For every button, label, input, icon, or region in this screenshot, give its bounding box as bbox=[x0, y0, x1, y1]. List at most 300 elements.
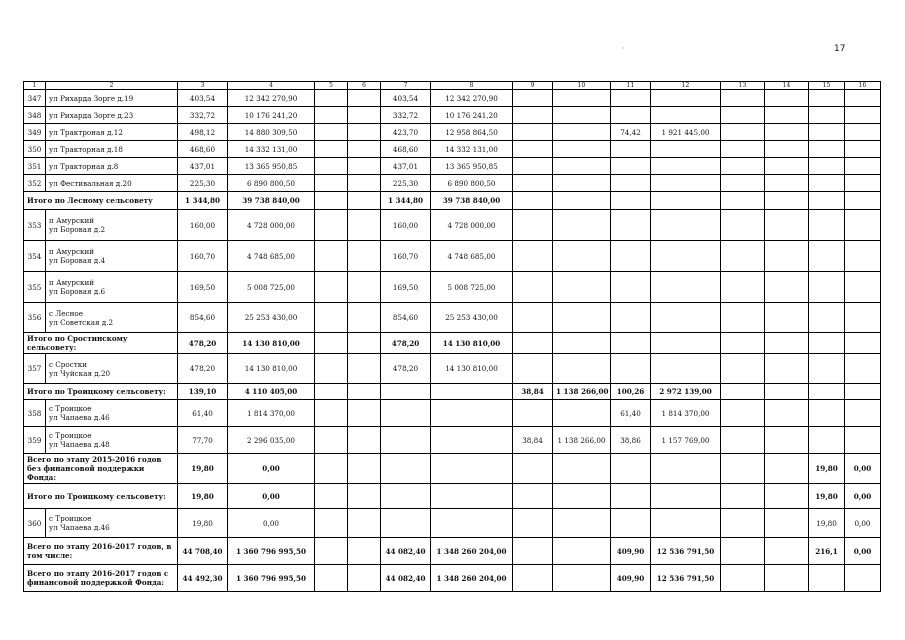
cell-col-4: 2 296 035,00 bbox=[228, 427, 315, 454]
cell-col-9 bbox=[513, 565, 553, 592]
cell-col-8: 25 253 430,00 bbox=[431, 303, 513, 333]
cell-col-8 bbox=[431, 427, 513, 454]
cell-col-6 bbox=[348, 210, 381, 241]
address-cell: п Амурский ул Боровая д.4 bbox=[46, 241, 178, 272]
row-number: 352 bbox=[24, 175, 46, 192]
cell-col-9 bbox=[513, 538, 553, 565]
cell-col-13 bbox=[721, 141, 765, 158]
cell-col-6 bbox=[348, 107, 381, 124]
cell-col-5 bbox=[315, 272, 348, 303]
cell-col-16 bbox=[845, 175, 881, 192]
column-number-9: 9 bbox=[513, 82, 553, 90]
cell-col-14 bbox=[765, 303, 809, 333]
cell-col-8: 5 008 725,00 bbox=[431, 272, 513, 303]
cell-col-6 bbox=[348, 384, 381, 400]
row-number: 358 bbox=[24, 400, 46, 427]
cell-col-10 bbox=[553, 192, 611, 210]
total-label: Всего по этапу 2016-2017 годов с финансовой поддержкой Фонда: bbox=[24, 565, 178, 592]
cell-col-6 bbox=[348, 303, 381, 333]
table-row bbox=[24, 175, 881, 192]
table-row bbox=[24, 427, 881, 454]
cell-col-3: 437,01 bbox=[178, 158, 228, 175]
cell-col-13 bbox=[721, 158, 765, 175]
cell-col-7: 160,00 bbox=[381, 210, 431, 241]
cell-col-10 bbox=[553, 354, 611, 384]
cell-col-13 bbox=[721, 107, 765, 124]
cell-col-9: 38,84 bbox=[513, 427, 553, 454]
cell-col-5 bbox=[315, 107, 348, 124]
cell-col-10 bbox=[553, 241, 611, 272]
cell-col-15 bbox=[809, 354, 845, 384]
cell-col-9 bbox=[513, 454, 553, 484]
cell-col-10 bbox=[553, 565, 611, 592]
table-row bbox=[24, 509, 881, 538]
cell-col-10 bbox=[553, 107, 611, 124]
table-row bbox=[24, 90, 881, 107]
table-row bbox=[24, 272, 881, 303]
address-cell: с Троицкое ул Чапаева д.46 bbox=[46, 509, 178, 538]
cell-col-16 bbox=[845, 272, 881, 303]
cell-col-12: 1 814 370,00 bbox=[651, 400, 721, 427]
cell-col-3: 478,20 bbox=[178, 354, 228, 384]
cell-col-10 bbox=[553, 175, 611, 192]
cell-col-8: 14 130 810,00 bbox=[431, 354, 513, 384]
column-number-14: 14 bbox=[765, 82, 809, 90]
cell-col-9 bbox=[513, 210, 553, 241]
cell-col-14 bbox=[765, 272, 809, 303]
cell-col-3: 160,00 bbox=[178, 210, 228, 241]
column-number-8: 8 bbox=[431, 82, 513, 90]
cell-col-15 bbox=[809, 427, 845, 454]
total-row bbox=[24, 484, 881, 509]
cell-col-5 bbox=[315, 354, 348, 384]
cell-col-4: 0,00 bbox=[228, 509, 315, 538]
column-number-16: 16 bbox=[845, 82, 881, 90]
cell-col-12: 2 972 139,00 bbox=[651, 384, 721, 400]
cell-col-3: 19,80 bbox=[178, 484, 228, 509]
cell-col-8: 12 342 270,90 bbox=[431, 90, 513, 107]
cell-col-15 bbox=[809, 192, 845, 210]
cell-col-5 bbox=[315, 124, 348, 141]
cell-col-11: 38,86 bbox=[611, 427, 651, 454]
cell-col-3: 854,60 bbox=[178, 303, 228, 333]
column-number-7: 7 bbox=[381, 82, 431, 90]
cell-col-9 bbox=[513, 107, 553, 124]
cell-col-15 bbox=[809, 241, 845, 272]
cell-col-11: 100,26 bbox=[611, 384, 651, 400]
address-cell: ул Трактроная д.12 bbox=[46, 124, 178, 141]
cell-col-9 bbox=[513, 272, 553, 303]
cell-col-12 bbox=[651, 354, 721, 384]
cell-col-6 bbox=[348, 333, 381, 354]
scan-speck: · bbox=[622, 44, 625, 53]
cell-col-8 bbox=[431, 400, 513, 427]
cell-col-9 bbox=[513, 158, 553, 175]
cell-col-7: 1 344,80 bbox=[381, 192, 431, 210]
cell-col-10 bbox=[553, 484, 611, 509]
cell-col-3: 478,20 bbox=[178, 333, 228, 354]
cell-col-16 bbox=[845, 400, 881, 427]
cell-col-10: 1 138 266,00 bbox=[553, 384, 611, 400]
cell-col-7 bbox=[381, 384, 431, 400]
column-number-10: 10 bbox=[553, 82, 611, 90]
cell-col-16 bbox=[845, 565, 881, 592]
cell-col-16 bbox=[845, 192, 881, 210]
cell-col-3: 139,10 bbox=[178, 384, 228, 400]
cell-col-14 bbox=[765, 241, 809, 272]
cell-col-7: 169,50 bbox=[381, 272, 431, 303]
cell-col-9 bbox=[513, 400, 553, 427]
cell-col-8: 10 176 241,20 bbox=[431, 107, 513, 124]
cell-col-5 bbox=[315, 141, 348, 158]
cell-col-5 bbox=[315, 175, 348, 192]
cell-col-14 bbox=[765, 384, 809, 400]
cell-col-9 bbox=[513, 333, 553, 354]
cell-col-13 bbox=[721, 354, 765, 384]
cell-col-11 bbox=[611, 272, 651, 303]
cell-col-11 bbox=[611, 210, 651, 241]
cell-col-4: 14 332 131,00 bbox=[228, 141, 315, 158]
row-number: 349 bbox=[24, 124, 46, 141]
cell-col-8 bbox=[431, 454, 513, 484]
cell-col-11 bbox=[611, 107, 651, 124]
address-cell: п Амурский ул Боровая д.2 bbox=[46, 210, 178, 241]
cell-col-8: 13 365 950,85 bbox=[431, 158, 513, 175]
cell-col-4: 4 728 000,00 bbox=[228, 210, 315, 241]
column-number-2: 2 bbox=[46, 82, 178, 90]
address-cell: с Троицкое ул Чапаева д.48 bbox=[46, 427, 178, 454]
cell-col-12 bbox=[651, 158, 721, 175]
cell-col-15 bbox=[809, 333, 845, 354]
cell-col-3: 468,60 bbox=[178, 141, 228, 158]
cell-col-11: 61,40 bbox=[611, 400, 651, 427]
cell-col-5 bbox=[315, 538, 348, 565]
address-cell: с Лесное ул Советская д.2 bbox=[46, 303, 178, 333]
cell-col-10: 1 138 266,00 bbox=[553, 427, 611, 454]
cell-col-6 bbox=[348, 538, 381, 565]
cell-col-15: 19,80 bbox=[809, 509, 845, 538]
cell-col-5 bbox=[315, 158, 348, 175]
cell-col-4: 14 130 810,00 bbox=[228, 354, 315, 384]
cell-col-7: 332,72 bbox=[381, 107, 431, 124]
page-number: 17 bbox=[834, 44, 846, 54]
cell-col-10 bbox=[553, 124, 611, 141]
cell-col-6 bbox=[348, 454, 381, 484]
cell-col-7: 160,70 bbox=[381, 241, 431, 272]
cell-col-15: 216,1 bbox=[809, 538, 845, 565]
table-row bbox=[24, 303, 881, 333]
cell-col-14 bbox=[765, 454, 809, 484]
cell-col-10 bbox=[553, 333, 611, 354]
table-row bbox=[24, 241, 881, 272]
table-body bbox=[24, 82, 881, 592]
cell-col-8 bbox=[431, 509, 513, 538]
cell-col-15: 19,80 bbox=[809, 484, 845, 509]
cell-col-3: 1 344,80 bbox=[178, 192, 228, 210]
total-row bbox=[24, 565, 881, 592]
cell-col-12 bbox=[651, 484, 721, 509]
cell-col-16 bbox=[845, 141, 881, 158]
cell-col-7 bbox=[381, 454, 431, 484]
cell-col-13 bbox=[721, 484, 765, 509]
table-row bbox=[24, 107, 881, 124]
cell-col-8: 39 738 840,00 bbox=[431, 192, 513, 210]
cell-col-12 bbox=[651, 192, 721, 210]
total-label: Итого по Сростинскому сельсовету: bbox=[24, 333, 178, 354]
table-row bbox=[24, 400, 881, 427]
cell-col-12 bbox=[651, 141, 721, 158]
cell-col-14 bbox=[765, 210, 809, 241]
cell-col-16 bbox=[845, 303, 881, 333]
total-label: Итого по Троицкому сельсовету: bbox=[24, 484, 178, 509]
address-cell: ул Фестивальная д.20 bbox=[46, 175, 178, 192]
cell-col-3: 44 492,30 bbox=[178, 565, 228, 592]
cell-col-9: 38,84 bbox=[513, 384, 553, 400]
cell-col-13 bbox=[721, 565, 765, 592]
cell-col-5 bbox=[315, 509, 348, 538]
cell-col-14 bbox=[765, 427, 809, 454]
cell-col-9 bbox=[513, 241, 553, 272]
cell-col-12 bbox=[651, 333, 721, 354]
cell-col-15 bbox=[809, 400, 845, 427]
cell-col-13 bbox=[721, 241, 765, 272]
cell-col-9 bbox=[513, 124, 553, 141]
cell-col-15 bbox=[809, 175, 845, 192]
cell-col-10 bbox=[553, 210, 611, 241]
cell-col-5 bbox=[315, 565, 348, 592]
cell-col-13 bbox=[721, 538, 765, 565]
cell-col-3: 19,80 bbox=[178, 509, 228, 538]
total-row bbox=[24, 333, 881, 354]
cell-col-16 bbox=[845, 384, 881, 400]
cell-col-11 bbox=[611, 141, 651, 158]
cell-col-16 bbox=[845, 107, 881, 124]
cell-col-11 bbox=[611, 241, 651, 272]
cell-col-13 bbox=[721, 333, 765, 354]
cell-col-8: 14 130 810,00 bbox=[431, 333, 513, 354]
cell-col-12 bbox=[651, 107, 721, 124]
cell-col-3: 169,50 bbox=[178, 272, 228, 303]
cell-col-12: 12 536 791,50 bbox=[651, 538, 721, 565]
column-number-4: 4 bbox=[228, 82, 315, 90]
cell-col-11 bbox=[611, 303, 651, 333]
address-cell: п Амурский ул Боровая д.6 bbox=[46, 272, 178, 303]
cell-col-11: 409,90 bbox=[611, 565, 651, 592]
cell-col-5 bbox=[315, 454, 348, 484]
cell-col-14 bbox=[765, 484, 809, 509]
cell-col-13 bbox=[721, 124, 765, 141]
cell-col-7: 225,30 bbox=[381, 175, 431, 192]
cell-col-7 bbox=[381, 427, 431, 454]
cell-col-15 bbox=[809, 124, 845, 141]
cell-col-3: 44 708,40 bbox=[178, 538, 228, 565]
address-cell: ул Рихарда Зорге д.19 bbox=[46, 90, 178, 107]
cell-col-8: 4 728 000,00 bbox=[431, 210, 513, 241]
cell-col-15: 19,80 bbox=[809, 454, 845, 484]
cell-col-6 bbox=[348, 90, 381, 107]
cell-col-11 bbox=[611, 192, 651, 210]
cell-col-4: 4 748 685,00 bbox=[228, 241, 315, 272]
cell-col-4: 4 110 405,00 bbox=[228, 384, 315, 400]
row-number: 350 bbox=[24, 141, 46, 158]
cell-col-6 bbox=[348, 509, 381, 538]
cell-col-8 bbox=[431, 384, 513, 400]
cell-col-10 bbox=[553, 141, 611, 158]
cell-col-4: 13 365 950,85 bbox=[228, 158, 315, 175]
cell-col-15 bbox=[809, 384, 845, 400]
total-label: Всего по этапу 2015-2016 годов без финансовой поддержки Фонда: bbox=[24, 454, 178, 484]
total-row bbox=[24, 454, 881, 484]
column-number-15: 15 bbox=[809, 82, 845, 90]
cell-col-13 bbox=[721, 90, 765, 107]
cell-col-6 bbox=[348, 124, 381, 141]
cell-col-11: 409,90 bbox=[611, 538, 651, 565]
row-number: 357 bbox=[24, 354, 46, 384]
table-row bbox=[24, 158, 881, 175]
cell-col-13 bbox=[721, 303, 765, 333]
cell-col-4: 0,00 bbox=[228, 454, 315, 484]
cell-col-10 bbox=[553, 90, 611, 107]
cell-col-7 bbox=[381, 484, 431, 509]
cell-col-10 bbox=[553, 303, 611, 333]
cell-col-13 bbox=[721, 175, 765, 192]
cell-col-6 bbox=[348, 484, 381, 509]
cell-col-11: 74,42 bbox=[611, 124, 651, 141]
cell-col-16 bbox=[845, 124, 881, 141]
cell-col-8: 1 348 260 204,00 bbox=[431, 538, 513, 565]
cell-col-11 bbox=[611, 90, 651, 107]
cell-col-7: 403,54 bbox=[381, 90, 431, 107]
column-number-12: 12 bbox=[651, 82, 721, 90]
cell-col-11 bbox=[611, 454, 651, 484]
cell-col-4: 39 738 840,00 bbox=[228, 192, 315, 210]
cell-col-4: 6 890 800,50 bbox=[228, 175, 315, 192]
column-number-11: 11 bbox=[611, 82, 651, 90]
cell-col-6 bbox=[348, 192, 381, 210]
cell-col-12 bbox=[651, 241, 721, 272]
cell-col-16: 0,00 bbox=[845, 538, 881, 565]
cell-col-7: 478,20 bbox=[381, 333, 431, 354]
total-label: Итого по Лесному сельсовету bbox=[24, 192, 178, 210]
cell-col-3: 332,72 bbox=[178, 107, 228, 124]
cell-col-4: 1 360 796 995,50 bbox=[228, 538, 315, 565]
housing-program-table bbox=[23, 81, 881, 592]
cell-col-14 bbox=[765, 175, 809, 192]
cell-col-14 bbox=[765, 400, 809, 427]
cell-col-8: 1 348 260 204,00 bbox=[431, 565, 513, 592]
cell-col-5 bbox=[315, 192, 348, 210]
cell-col-14 bbox=[765, 565, 809, 592]
cell-col-12 bbox=[651, 175, 721, 192]
row-number: 355 bbox=[24, 272, 46, 303]
cell-col-12: 12 536 791,50 bbox=[651, 565, 721, 592]
address-cell: ул Рихарда Зорге д.23 bbox=[46, 107, 178, 124]
address-cell: ул Тракторная д.18 bbox=[46, 141, 178, 158]
cell-col-9 bbox=[513, 303, 553, 333]
cell-col-13 bbox=[721, 384, 765, 400]
cell-col-14 bbox=[765, 192, 809, 210]
cell-col-16 bbox=[845, 427, 881, 454]
cell-col-10 bbox=[553, 509, 611, 538]
cell-col-6 bbox=[348, 427, 381, 454]
total-row bbox=[24, 538, 881, 565]
cell-col-14 bbox=[765, 509, 809, 538]
cell-col-5 bbox=[315, 241, 348, 272]
cell-col-6 bbox=[348, 175, 381, 192]
cell-col-15 bbox=[809, 141, 845, 158]
cell-col-13 bbox=[721, 272, 765, 303]
cell-col-14 bbox=[765, 124, 809, 141]
cell-col-7: 44 082,40 bbox=[381, 565, 431, 592]
cell-col-3: 19,80 bbox=[178, 454, 228, 484]
cell-col-11 bbox=[611, 158, 651, 175]
cell-col-13 bbox=[721, 454, 765, 484]
cell-col-6 bbox=[348, 565, 381, 592]
cell-col-13 bbox=[721, 210, 765, 241]
column-number-5: 5 bbox=[315, 82, 348, 90]
cell-col-11 bbox=[611, 509, 651, 538]
cell-col-16: 0,00 bbox=[845, 484, 881, 509]
cell-col-12 bbox=[651, 272, 721, 303]
cell-col-9 bbox=[513, 90, 553, 107]
column-number-13: 13 bbox=[721, 82, 765, 90]
row-number: 347 bbox=[24, 90, 46, 107]
cell-col-4: 1 360 796 995,50 bbox=[228, 565, 315, 592]
table-row bbox=[24, 354, 881, 384]
cell-col-14 bbox=[765, 90, 809, 107]
cell-col-4: 1 814 370,00 bbox=[228, 400, 315, 427]
cell-col-10 bbox=[553, 272, 611, 303]
cell-col-5 bbox=[315, 427, 348, 454]
cell-col-15 bbox=[809, 272, 845, 303]
cell-col-7: 437,01 bbox=[381, 158, 431, 175]
cell-col-11 bbox=[611, 484, 651, 509]
cell-col-10 bbox=[553, 454, 611, 484]
cell-col-9 bbox=[513, 141, 553, 158]
cell-col-14 bbox=[765, 354, 809, 384]
row-number: 353 bbox=[24, 210, 46, 241]
cell-col-16 bbox=[845, 210, 881, 241]
cell-col-16: 0,00 bbox=[845, 509, 881, 538]
cell-col-15 bbox=[809, 158, 845, 175]
total-label: Итого по Троицкому сельсовету: bbox=[24, 384, 178, 400]
total-row bbox=[24, 384, 881, 400]
cell-col-14 bbox=[765, 158, 809, 175]
cell-col-15 bbox=[809, 565, 845, 592]
cell-col-6 bbox=[348, 241, 381, 272]
cell-col-16 bbox=[845, 333, 881, 354]
cell-col-12 bbox=[651, 303, 721, 333]
cell-col-11 bbox=[611, 354, 651, 384]
cell-col-8: 12 958 864,50 bbox=[431, 124, 513, 141]
total-row bbox=[24, 192, 881, 210]
cell-col-4: 10 176 241,20 bbox=[228, 107, 315, 124]
row-number: 360 bbox=[24, 509, 46, 538]
cell-col-6 bbox=[348, 354, 381, 384]
cell-col-15 bbox=[809, 210, 845, 241]
cell-col-13 bbox=[721, 192, 765, 210]
cell-col-12: 1 157 769,00 bbox=[651, 427, 721, 454]
cell-col-8: 4 748 685,00 bbox=[431, 241, 513, 272]
cell-col-12 bbox=[651, 90, 721, 107]
cell-col-10 bbox=[553, 538, 611, 565]
cell-col-12: 1 921 445,00 bbox=[651, 124, 721, 141]
cell-col-5 bbox=[315, 484, 348, 509]
row-number: 351 bbox=[24, 158, 46, 175]
cell-col-9 bbox=[513, 509, 553, 538]
cell-col-4: 12 342 270,90 bbox=[228, 90, 315, 107]
cell-col-7 bbox=[381, 400, 431, 427]
